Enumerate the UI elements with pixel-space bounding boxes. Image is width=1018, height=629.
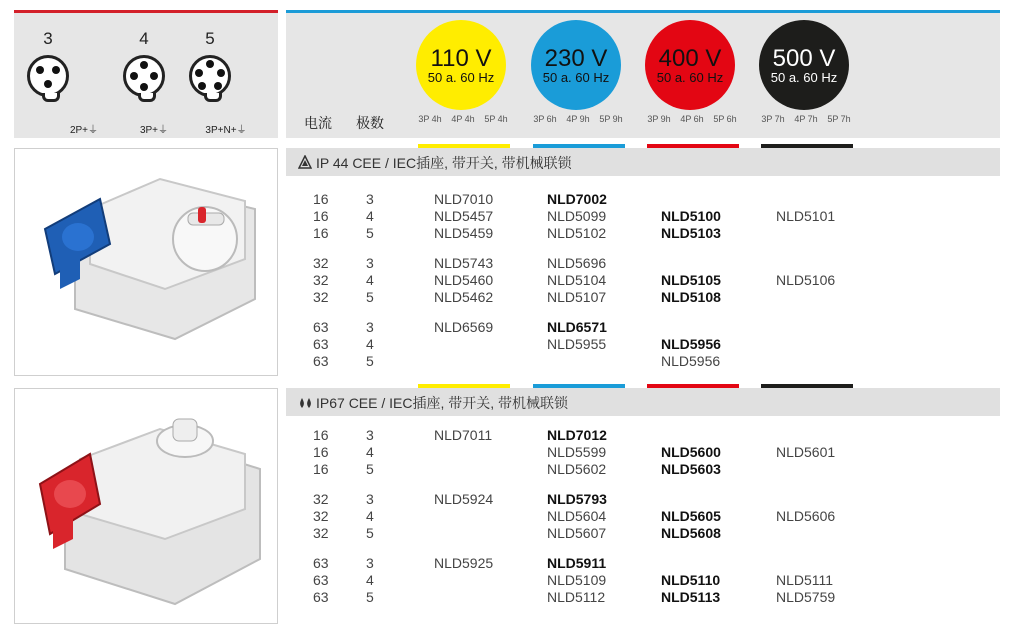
product-code: NLD5109 [547, 572, 607, 588]
pole-code: 5P 6h [713, 114, 737, 124]
product-code: NLD5956 [661, 353, 721, 369]
poles-value: 4 [366, 272, 374, 288]
voltage-value: 500 V [772, 45, 836, 72]
voltage-400-circle [645, 20, 735, 110]
blue-socket-with-switch [15, 149, 277, 375]
socket-3-pin-icon [27, 55, 69, 97]
current-value: 32 [313, 289, 329, 305]
poles-value: 4 [366, 208, 374, 224]
product-code: NLD5608 [661, 525, 721, 541]
poles-header: 极数 [356, 115, 384, 131]
product-code: NLD5911 [547, 555, 607, 571]
product-code: NLD5459 [434, 225, 494, 241]
current-value: 63 [313, 572, 329, 588]
product-photo-ip67 [14, 388, 278, 624]
product-code: NLD5759 [776, 589, 836, 605]
pole-code: 4P 7h [794, 114, 818, 124]
product-code: NLD5113 [661, 589, 721, 605]
poles-value: 5 [366, 525, 374, 541]
pole-code: 5P 4h [484, 114, 508, 124]
current-value: 32 [313, 255, 329, 271]
poles-value: 5 [366, 461, 374, 477]
product-code: NLD7011 [434, 427, 493, 443]
current-value: 63 [313, 353, 329, 369]
poles-value: 5 [366, 225, 374, 241]
product-code: NLD5105 [661, 272, 721, 288]
pole-code: 5P 9h [599, 114, 623, 124]
poles-value: 5 [366, 353, 374, 369]
product-photo-ip44 [14, 148, 278, 376]
frequency-value: 50 a. 60 Hz [770, 70, 838, 85]
poles-value: 4 [366, 508, 374, 524]
poles-value: 3 [366, 191, 374, 207]
pin-label: 3P+N+⏚ [205, 125, 247, 136]
section-title: IP 44 CEE / IEC插座, 带开关, 带机械联锁 [316, 155, 572, 171]
product-code: NLD7010 [434, 191, 494, 207]
water-drops-icon [298, 397, 314, 409]
current-value: 63 [313, 589, 329, 605]
pin-label: 2P+⏚ [69, 125, 99, 136]
current-value: 32 [313, 272, 329, 288]
voltage-header-panel [286, 10, 1000, 138]
warning-triangle-icon [298, 155, 312, 169]
pole-code: 4P 9h [566, 114, 590, 124]
frequency-value: 50 a. 60 Hz [427, 70, 495, 85]
current-value: 16 [313, 191, 329, 207]
pole-code: 4P 6h [680, 114, 704, 124]
product-code: NLD5696 [547, 255, 607, 271]
product-code: NLD5100 [661, 208, 721, 224]
pin-count: 3 [43, 29, 53, 48]
product-code: NLD5607 [547, 525, 607, 541]
current-value: 16 [313, 208, 329, 224]
product-code: NLD6571 [547, 319, 607, 335]
section-title: IP67 CEE / IEC插座, 带开关, 带机械联锁 [316, 395, 569, 411]
current-header: 电流 [304, 115, 332, 131]
product-code: NLD5604 [547, 508, 607, 524]
product-code: NLD7002 [547, 191, 607, 207]
product-code: NLD7012 [547, 427, 607, 443]
voltage-value: 110 V [430, 45, 492, 72]
current-value: 32 [313, 508, 329, 524]
current-value: 32 [313, 525, 329, 541]
poles-value: 4 [366, 444, 374, 460]
product-code: NLD5101 [776, 208, 836, 224]
pole-code: 3P 6h [533, 114, 557, 124]
pole-code: 5P 7h [827, 114, 851, 124]
voltage-110-circle [416, 20, 506, 110]
product-code: NLD5112 [547, 589, 606, 605]
frequency-value: 50 a. 60 Hz [542, 70, 610, 85]
pin-configuration-panel [14, 10, 278, 138]
pin-4-column [114, 29, 174, 97]
product-code: NLD5099 [547, 208, 607, 224]
red-socket-with-switch [15, 389, 277, 623]
product-code: NLD5924 [434, 491, 494, 507]
product-code: NLD5925 [434, 555, 494, 571]
current-value: 16 [313, 225, 329, 241]
voltage-value: 400 V [658, 45, 722, 72]
current-value: 32 [313, 491, 329, 507]
product-code: NLD5462 [434, 289, 494, 305]
voltage-500-circle [759, 20, 849, 110]
pin-label: 3P+⏚ [139, 125, 169, 136]
product-code: NLD5103 [661, 225, 721, 241]
poles-value: 3 [366, 491, 374, 507]
product-code: NLD5793 [547, 491, 607, 507]
product-code: NLD5111 [776, 572, 834, 588]
product-code: NLD5457 [434, 208, 494, 224]
current-value: 63 [313, 555, 329, 571]
pole-code: 3P 4h [418, 114, 442, 124]
product-code: NLD5743 [434, 255, 494, 271]
current-value: 63 [313, 336, 329, 352]
current-value: 16 [313, 461, 329, 477]
poles-value: 4 [366, 336, 374, 352]
product-code: NLD5601 [776, 444, 836, 460]
product-code: NLD5602 [547, 461, 607, 477]
pole-code: 3P 9h [647, 114, 671, 124]
pin-count: 5 [205, 29, 215, 48]
current-value: 16 [313, 444, 329, 460]
pin-3-column [18, 29, 78, 97]
product-code: NLD5956 [661, 336, 721, 352]
product-code: NLD5955 [547, 336, 607, 352]
product-code: NLD5599 [547, 444, 607, 460]
product-code: NLD5102 [547, 225, 607, 241]
voltage-230-circle [531, 20, 621, 110]
voltage-value: 230 V [544, 45, 608, 72]
current-value: 63 [313, 319, 329, 335]
poles-value: 3 [366, 319, 374, 335]
frequency-value: 50 a. 60 Hz [656, 70, 724, 85]
current-value: 16 [313, 427, 329, 443]
poles-value: 4 [366, 572, 374, 588]
product-code: NLD5106 [776, 272, 836, 288]
pin-count: 4 [139, 29, 149, 48]
poles-value: 3 [366, 427, 374, 443]
product-code: NLD5605 [661, 508, 721, 524]
product-code: NLD5107 [547, 289, 607, 305]
poles-value: 3 [366, 555, 374, 571]
socket-5-pin-icon [189, 55, 231, 97]
product-code: NLD5600 [661, 444, 721, 460]
poles-value: 5 [366, 289, 374, 305]
pin-5-column [180, 29, 240, 97]
socket-4-pin-icon [123, 55, 165, 97]
section-header-ip67 [286, 388, 1000, 416]
section-header-ip44 [286, 148, 1000, 176]
poles-value: 3 [366, 255, 374, 271]
product-code: NLD6569 [434, 319, 494, 335]
product-code: NLD5104 [547, 272, 607, 288]
pole-code: 4P 4h [451, 114, 475, 124]
product-code: NLD5603 [661, 461, 721, 477]
product-code: NLD5606 [776, 508, 836, 524]
product-code: NLD5460 [434, 272, 494, 288]
product-code: NLD5110 [661, 572, 721, 588]
product-code: NLD5108 [661, 289, 721, 305]
pole-code: 3P 7h [761, 114, 785, 124]
poles-value: 5 [366, 589, 374, 605]
